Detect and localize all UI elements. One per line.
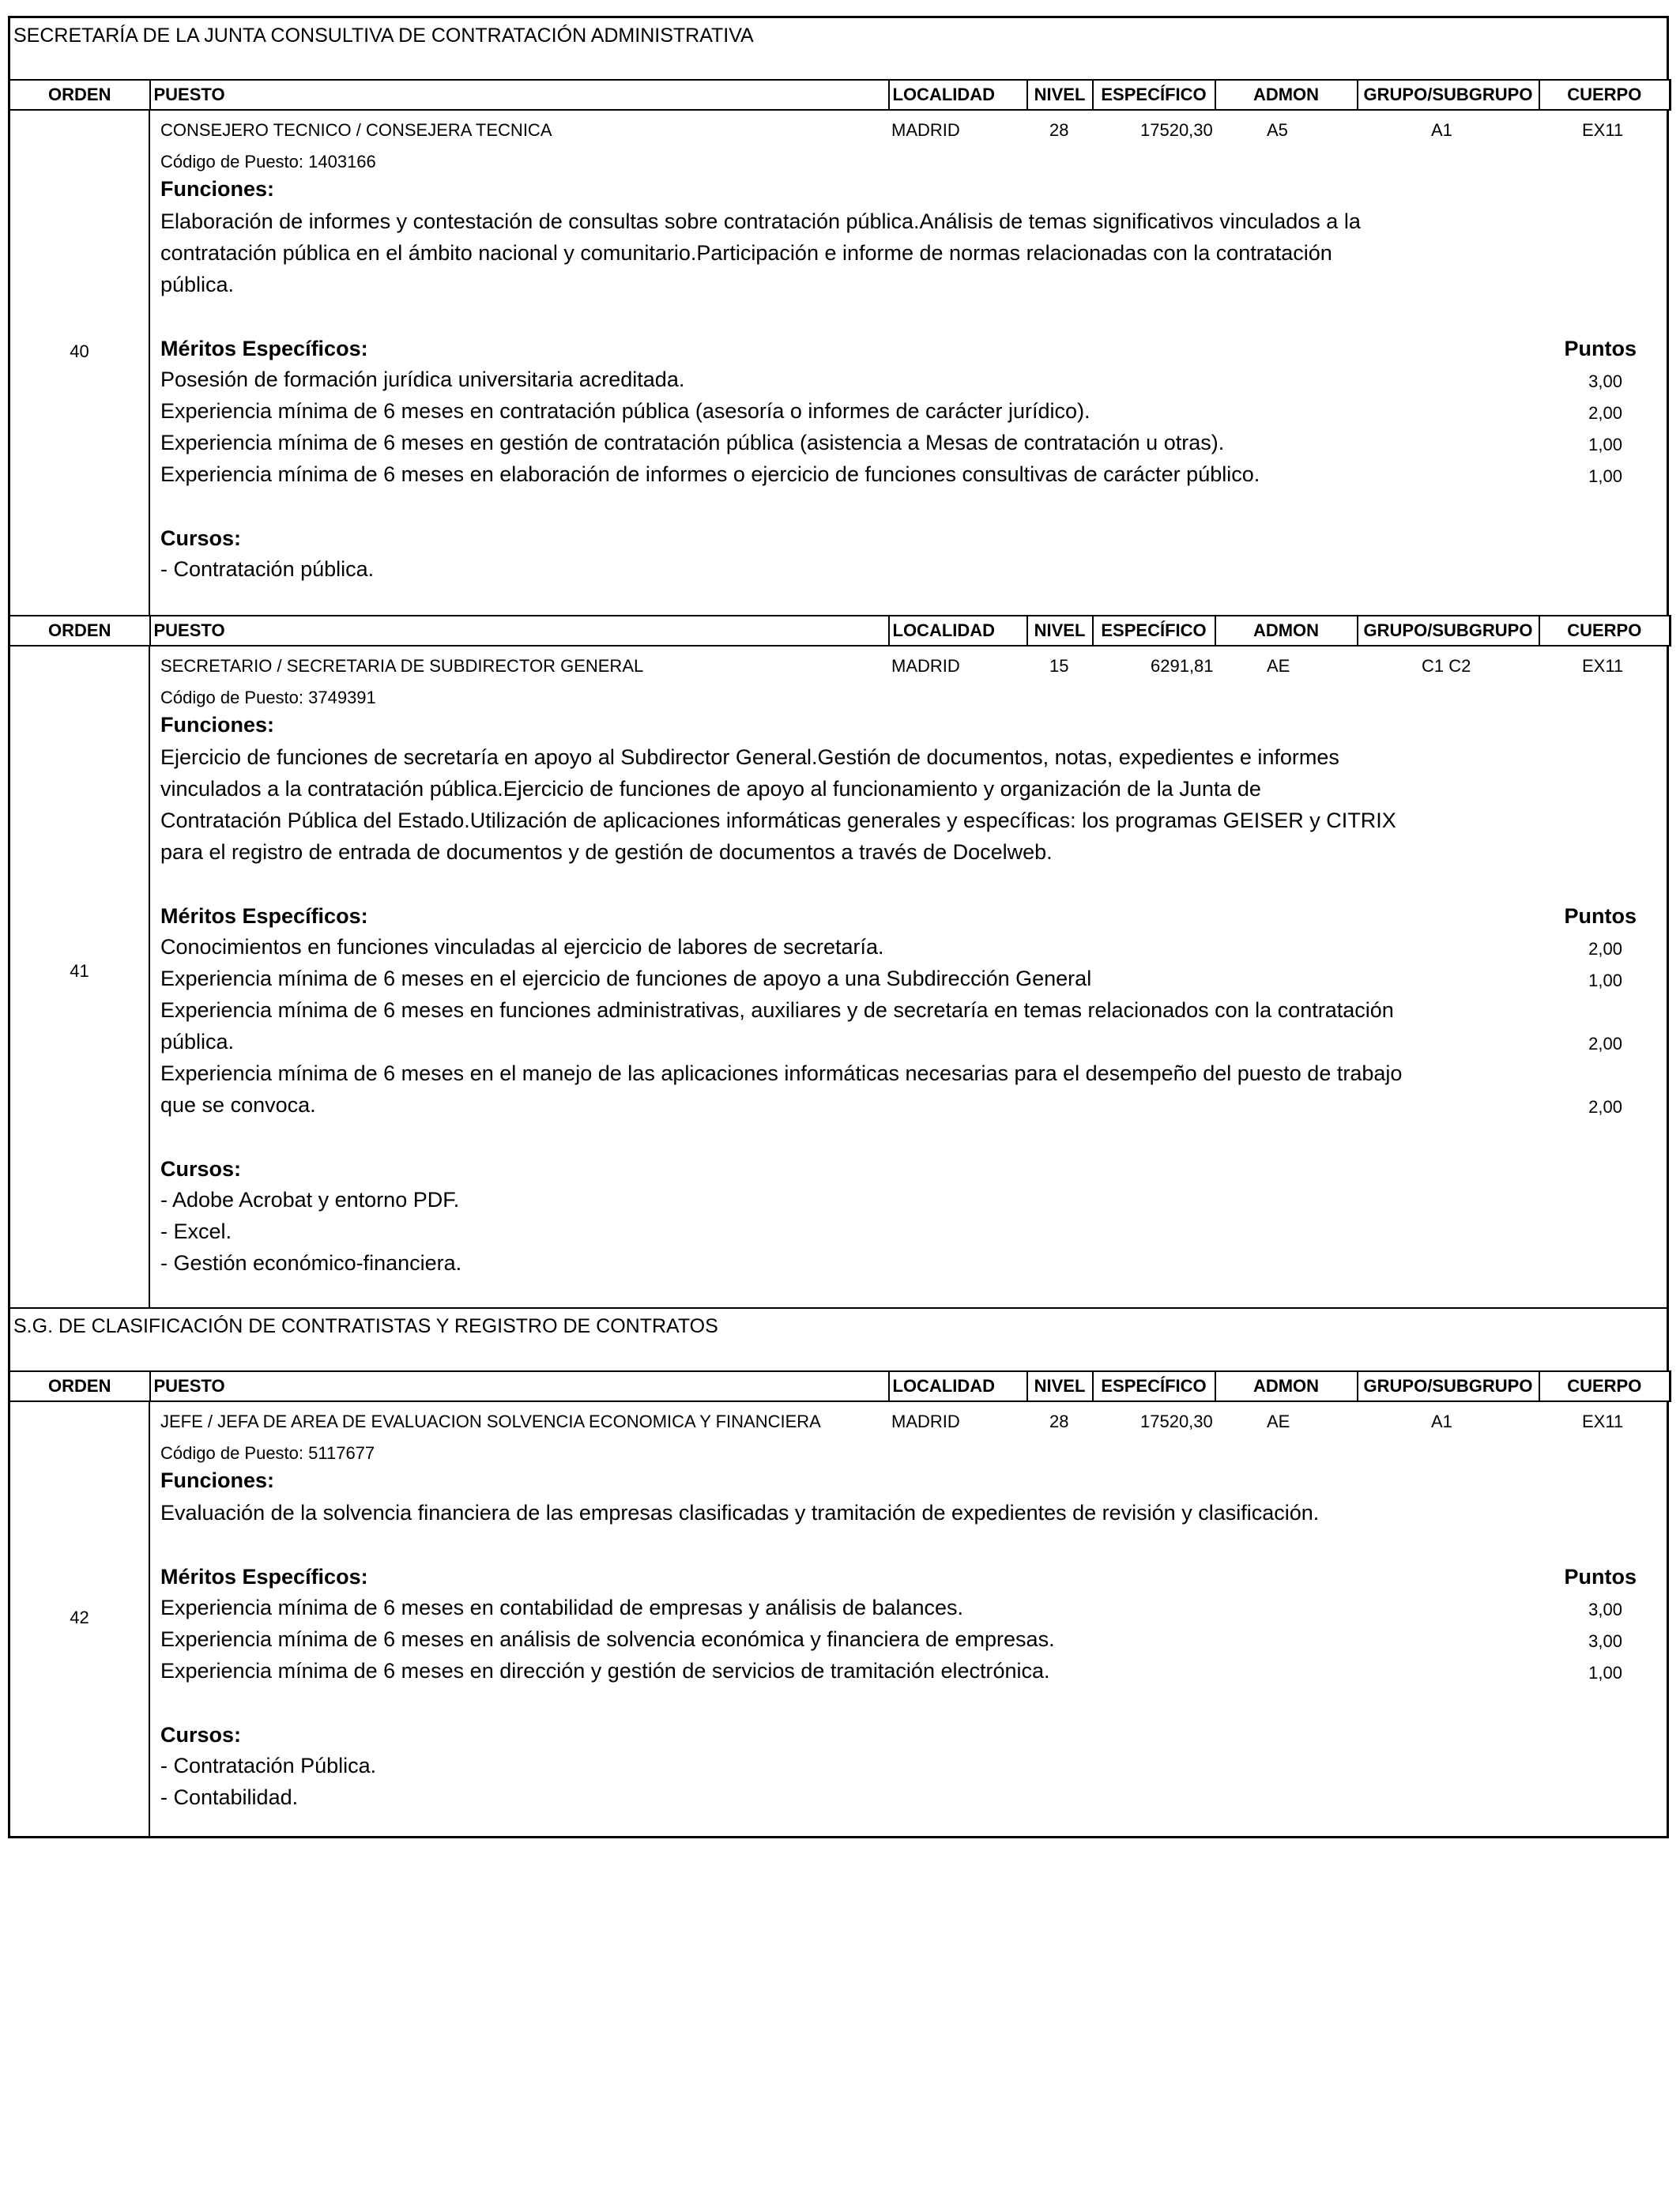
section-title-text: S.G. DE CLASIFICACIÓN DE CONTRATISTAS Y REGISTRO DE CONTRATOS: [13, 1315, 718, 1337]
cursos-label: Cursos:: [160, 526, 242, 550]
merito-puntos: 1,00: [1588, 435, 1622, 454]
merito-line: Experiencia mínima de 6 meses en gestión de contratación pública (asistencia a Mesas de contratación u otras).: [160, 431, 1225, 454]
header-orden: ORDEN: [9, 1371, 150, 1401]
funciones-label: Funciones:: [160, 1468, 275, 1492]
especifico-value: 6291,81: [1151, 656, 1214, 676]
header-cuerpo: CUERPO: [1539, 616, 1671, 646]
header-localidad: LOCALIDAD: [889, 616, 1027, 646]
nivel-value: 15: [1049, 656, 1069, 676]
funciones-line: para el registro de entrada de documentos y de gestión de documentos a través de Docelweb.: [160, 840, 1053, 864]
merito-line: Experiencia mínima de 6 meses en funciones administrativas, auxiliares y de secretaría en temas relacionados con la contratación: [160, 998, 1394, 1022]
funciones-line: Evaluación de la solvencia financiera de las empresas clasificadas y tramitación de expedientes de revisión y clasificación.: [160, 1501, 1320, 1525]
merito-puntos: 1,00: [1588, 1663, 1622, 1683]
cuerpo-value: EX11: [1582, 120, 1624, 140]
puesto-name: SECRETARIO / SECRETARIA DE SUBDIRECTOR GENERAL: [160, 656, 644, 676]
merito-line: Experiencia mínima de 6 meses en contratación pública (asesoría o informes de carácter jurídico).: [160, 399, 1090, 423]
curso-line: - Contabilidad.: [160, 1785, 299, 1809]
merito-line: Posesión de formación jurídica universitaria acreditada.: [160, 368, 685, 391]
header-grupo: GRUPO/SUBGRUPO: [1358, 616, 1539, 646]
merito-line: Conocimientos en funciones vinculadas al ejercicio de labores de secretaría.: [160, 935, 884, 959]
merito-puntos: 3,00: [1588, 371, 1622, 391]
job-entry: [8, 111, 1669, 615]
curso-line: - Excel.: [160, 1220, 232, 1243]
nivel-value: 28: [1049, 1412, 1069, 1431]
header-orden: ORDEN: [9, 616, 150, 646]
merito-line: Experiencia mínima de 6 meses en análisis de solvencia económica y financiera de empresas.: [160, 1627, 1055, 1651]
codigo-puesto: Código de Puesto: 3749391: [160, 688, 376, 707]
funciones-line: Elaboración de informes y contestación de consultas sobre contratación pública.Análisis de temas significativos vinculados a la: [160, 209, 1361, 233]
section-title: [8, 16, 1669, 79]
nivel-value: 28: [1049, 120, 1069, 140]
header-especifico: ESPECÍFICO: [1093, 616, 1215, 646]
localidad-value: MADRID: [891, 1412, 960, 1431]
cuerpo-value: EX11: [1582, 1412, 1624, 1431]
funciones-label: Funciones:: [160, 713, 275, 737]
puntos-label: Puntos: [1564, 904, 1637, 928]
funciones-line: Ejercicio de funciones de secretaría en apoyo al Subdirector General.Gestión de documentos, notas, expedientes e informes: [160, 745, 1339, 769]
job-entry: [8, 1402, 1669, 1838]
merito-line: que se convoca.: [160, 1093, 316, 1117]
header-localidad: LOCALIDAD: [889, 80, 1027, 110]
grupo-value: C1 C2: [1422, 656, 1471, 676]
merito-puntos: 2,00: [1588, 1034, 1622, 1054]
meritos-label: Méritos Específicos:: [160, 1565, 368, 1589]
header-orden: ORDEN: [9, 80, 150, 110]
merito-puntos: 2,00: [1588, 403, 1622, 423]
header-puesto: PUESTO: [150, 80, 889, 110]
header-cuerpo: CUERPO: [1539, 80, 1671, 110]
orden-number: 40: [70, 341, 89, 361]
funciones-label: Funciones:: [160, 177, 275, 201]
header-nivel: NIVEL: [1027, 80, 1093, 110]
merito-puntos: 3,00: [1588, 1600, 1622, 1619]
merito-puntos: 2,00: [1588, 1097, 1622, 1117]
puntos-label: Puntos: [1564, 1565, 1637, 1589]
puntos-label: Puntos: [1564, 337, 1637, 360]
section-title: [8, 1307, 1669, 1370]
funciones-line: vinculados a la contratación pública.Ejercicio de funciones de apoyo al funcionamiento y organización de la Junta de: [160, 777, 1261, 801]
curso-line: - Contratación Pública.: [160, 1754, 377, 1777]
codigo-puesto: Código de Puesto: 1403166: [160, 152, 376, 172]
merito-puntos: 1,00: [1588, 971, 1622, 990]
job-entry: [8, 647, 1669, 1307]
merito-puntos: 2,00: [1588, 939, 1622, 959]
merito-line: Experiencia mínima de 6 meses en el manejo de las aplicaciones informáticas necesarias para el desempeño del puesto de trabajo: [160, 1061, 1403, 1085]
merito-line: Experiencia mínima de 6 meses en elaboración de informes o ejercicio de funciones consultivas de carácter público.: [160, 462, 1260, 486]
header-cuerpo: CUERPO: [1539, 1371, 1671, 1401]
curso-line: - Contratación pública.: [160, 557, 375, 581]
especifico-value: 17520,30: [1140, 1412, 1213, 1431]
cursos-label: Cursos:: [160, 1723, 242, 1747]
localidad-value: MADRID: [891, 656, 960, 676]
table-header: [8, 79, 1671, 111]
admon-value: AE: [1267, 1412, 1290, 1431]
funciones-line: contratación pública en el ámbito nacional y comunitario.Participación e informe de normas relacionadas con la contratación: [160, 241, 1332, 265]
funciones-line: Contratación Pública del Estado.Utilización de aplicaciones informáticas generales y específicas: los programas GEISER y CITRIX: [160, 809, 1396, 832]
header-admon: ADMON: [1215, 616, 1358, 646]
localidad-value: MADRID: [891, 120, 960, 140]
merito-line: pública.: [160, 1030, 235, 1054]
cuerpo-value: EX11: [1582, 656, 1624, 676]
especifico-value: 17520,30: [1140, 120, 1213, 140]
merito-line: Experiencia mínima de 6 meses en el ejercicio de funciones de apoyo a una Subdirección General: [160, 967, 1092, 990]
merito-line: Experiencia mínima de 6 meses en dirección y gestión de servicios de tramitación electrónica.: [160, 1659, 1050, 1683]
curso-line: - Gestión económico-financiera.: [160, 1251, 462, 1275]
header-admon: ADMON: [1215, 80, 1358, 110]
header-nivel: NIVEL: [1027, 616, 1093, 646]
grupo-value: A1: [1431, 120, 1452, 140]
section-title-text: SECRETARÍA DE LA JUNTA CONSULTIVA DE CONTRATACIÓN ADMINISTRATIVA: [13, 25, 754, 47]
cursos-label: Cursos:: [160, 1157, 242, 1181]
codigo-puesto: Código de Puesto: 5117677: [160, 1443, 375, 1463]
header-admon: ADMON: [1215, 1371, 1358, 1401]
header-especifico: ESPECÍFICO: [1093, 80, 1215, 110]
table-header: [8, 1370, 1671, 1402]
header-especifico: ESPECÍFICO: [1093, 1371, 1215, 1401]
funciones-line: pública.: [160, 273, 235, 296]
curso-line: - Adobe Acrobat y entorno PDF.: [160, 1188, 460, 1212]
header-puesto: PUESTO: [150, 1371, 889, 1401]
merito-puntos: 1,00: [1588, 466, 1622, 486]
admon-value: AE: [1267, 656, 1290, 676]
table-header: [8, 615, 1671, 647]
header-grupo: GRUPO/SUBGRUPO: [1358, 80, 1539, 110]
meritos-label: Méritos Específicos:: [160, 904, 368, 928]
meritos-label: Méritos Específicos:: [160, 337, 368, 360]
header-nivel: NIVEL: [1027, 1371, 1093, 1401]
header-puesto: PUESTO: [150, 616, 889, 646]
document: [8, 16, 1669, 1838]
orden-number: 41: [70, 961, 89, 981]
header-grupo: GRUPO/SUBGRUPO: [1358, 1371, 1539, 1401]
orden-number: 42: [70, 1608, 89, 1627]
header-localidad: LOCALIDAD: [889, 1371, 1027, 1401]
puesto-name: CONSEJERO TECNICO / CONSEJERA TECNICA: [160, 120, 552, 140]
grupo-value: A1: [1431, 1412, 1452, 1431]
merito-line: Experiencia mínima de 6 meses en contabilidad de empresas y análisis de balances.: [160, 1596, 964, 1619]
puesto-name: JEFE / JEFA DE AREA DE EVALUACION SOLVENCIA ECONOMICA Y FINANCIERA: [160, 1412, 821, 1431]
merito-puntos: 3,00: [1588, 1631, 1622, 1651]
admon-value: A5: [1267, 120, 1288, 140]
